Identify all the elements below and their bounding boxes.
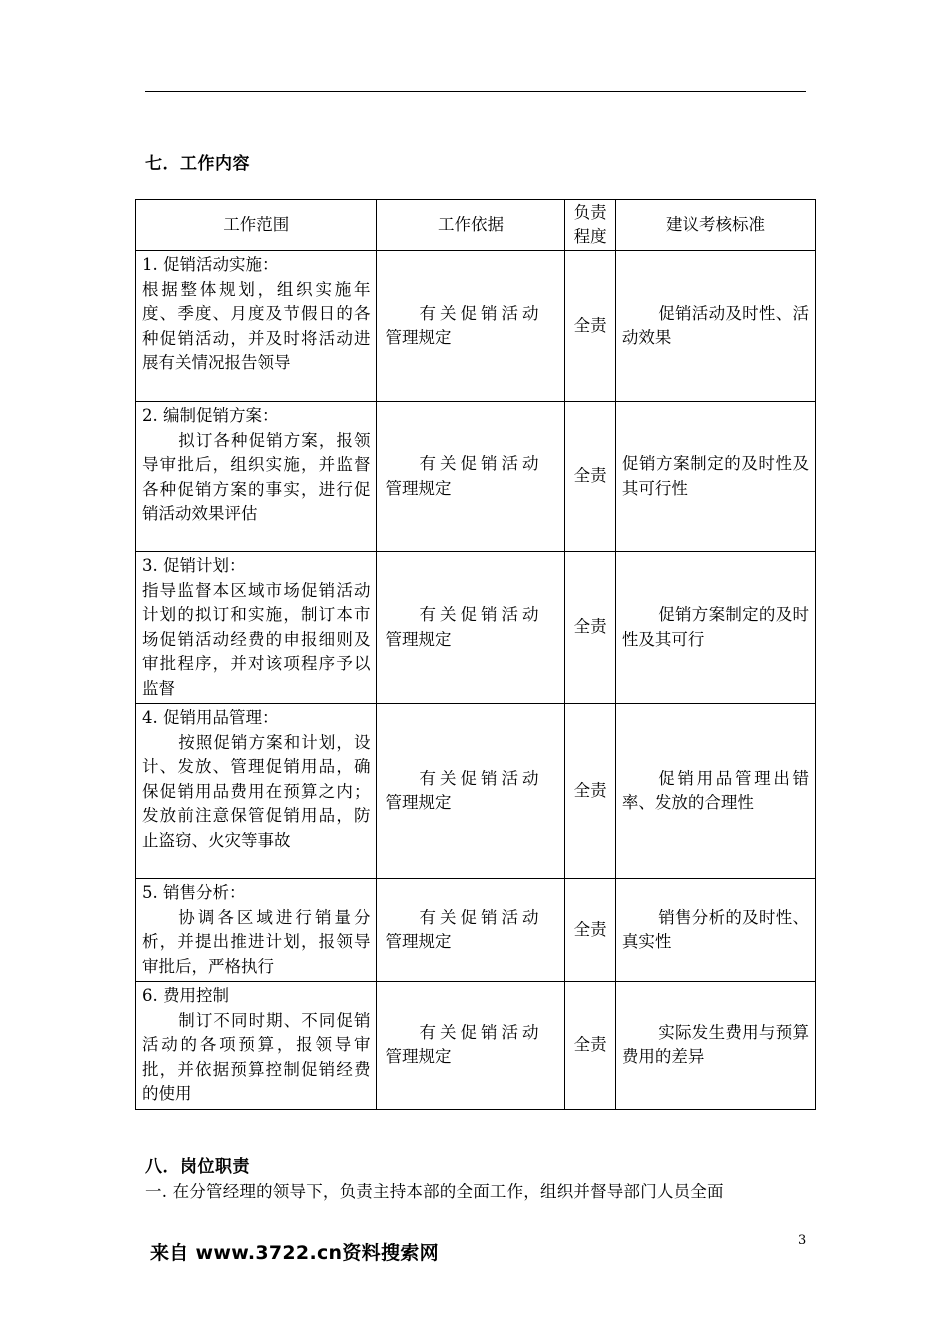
basis-cell — [377, 879, 565, 982]
basis-line-1: 有关促销活动 — [419, 303, 543, 323]
basis-cell — [377, 982, 565, 1110]
degree-cell: 全责 — [565, 879, 616, 982]
table-row — [136, 251, 816, 402]
criteria-text: 促销用品管理出错率、发放的合理性 — [621, 768, 809, 812]
page-number: 3 — [798, 1233, 807, 1248]
table-row — [136, 402, 816, 552]
scope-cell — [136, 704, 377, 879]
criteria-cell — [615, 251, 815, 402]
scope-cell — [136, 982, 377, 1110]
criteria-text: 实际发生费用与预算费用的差异 — [621, 1022, 809, 1067]
basis-cell — [377, 402, 565, 552]
basis-line-1: 有关促销活动 — [419, 454, 543, 473]
header-degree: 负责程度 — [565, 200, 616, 251]
scope-title: 3. 促销计划： — [142, 556, 246, 575]
scope-description: 制订不同时期、不同促销活动的各项预算，报领导审批，并依据预算控制促销经费的使用 — [142, 1010, 371, 1103]
header-basis: 工作依据 — [377, 200, 565, 251]
section-heading-work-content: 七．工作内容 — [145, 154, 250, 174]
work-content-table — [135, 199, 816, 1110]
basis-line-1: 有关促销活动 — [419, 605, 543, 624]
degree-cell: 全责 — [565, 552, 616, 704]
degree-cell: 全责 — [565, 251, 616, 402]
scope-description: 拟订各种促销方案，报领导审批后，组织实施，并监督各种促销方案的事实，进行促销活动效果评估 — [142, 430, 371, 523]
criteria-text: 促销方案制定的及时性及其可行 — [621, 605, 809, 649]
criteria-cell — [615, 704, 815, 879]
basis-cell — [377, 704, 565, 879]
basis-cell — [377, 251, 565, 402]
criteria-text: 促销方案制定的及时性及其可行性 — [621, 454, 809, 498]
scope-title: 2. 编制促销方案： — [142, 406, 279, 425]
scope-title: 5. 销售分析： — [142, 883, 246, 902]
basis-line-2: 管理规定 — [385, 793, 452, 812]
table-row — [136, 552, 816, 704]
table-header-row — [136, 200, 816, 251]
scope-title: 4. 促销用品管理： — [142, 708, 279, 727]
criteria-text: 销售分析的及时性、真实性 — [621, 907, 809, 951]
basis-line-1: 有关促销活动 — [419, 907, 543, 927]
criteria-cell — [615, 982, 815, 1110]
criteria-cell — [615, 552, 815, 704]
scope-cell — [136, 552, 377, 704]
scope-description: 按照促销方案和计划，设计、发放、管理促销用品，确保促销用品费用在预算之内；发放前注意保管促销用品，防止盗窃、火灾等事故 — [142, 732, 371, 850]
section-heading-job-duties: 八．岗位职责 — [145, 1157, 250, 1177]
scope-description: 协调各区域进行销量分析，并提出推进计划，报领导审批后，严格执行 — [142, 907, 371, 976]
basis-line-1: 有关促销活动 — [419, 768, 543, 788]
basis-line-2: 管理规定 — [385, 629, 452, 649]
scope-cell — [136, 879, 377, 982]
table-row — [136, 704, 816, 879]
table-row — [136, 982, 816, 1110]
scope-description: 根据整体规划，组织实施年度、季度、月度及节假日的各种促销活动，并及时将活动进展有关情况报告领导 — [142, 279, 371, 372]
degree-cell: 全责 — [565, 402, 616, 552]
header-rule — [145, 91, 806, 92]
degree-cell: 全责 — [565, 982, 616, 1110]
basis-line-2: 管理规定 — [385, 932, 452, 951]
criteria-text: 促销活动及时性、活动效果 — [621, 303, 809, 347]
criteria-cell — [615, 402, 815, 552]
basis-line-2: 管理规定 — [385, 478, 452, 498]
scope-description: 指导监督本区域市场促销活动计划的拟订和实施，制订本市场促销活动经费的申报细则及审批程序，并对该项程序予以监督 — [142, 580, 371, 698]
degree-cell: 全责 — [565, 704, 616, 879]
scope-title: 6. 费用控制 — [142, 986, 229, 1005]
basis-line-2: 管理规定 — [385, 328, 452, 347]
criteria-cell — [615, 879, 815, 982]
table-row — [136, 879, 816, 982]
basis-line-1: 有关促销活动 — [419, 1022, 543, 1042]
header-criteria: 建议考核标准 — [615, 200, 815, 251]
basis-cell — [377, 552, 565, 704]
basis-line-2: 管理规定 — [385, 1047, 452, 1067]
footer-source-watermark: 来自 www.3722.cn资料搜索网 — [150, 1242, 439, 1264]
scope-cell — [136, 251, 377, 402]
scope-cell — [136, 402, 377, 552]
scope-title: 1. 促销活动实施： — [142, 255, 279, 274]
header-scope: 工作范围 — [136, 200, 377, 251]
duty-paragraph-1: 一. 在分管经理的领导下，负责主持本部的全面工作，组织并督导部门人员全面 — [145, 1182, 724, 1201]
